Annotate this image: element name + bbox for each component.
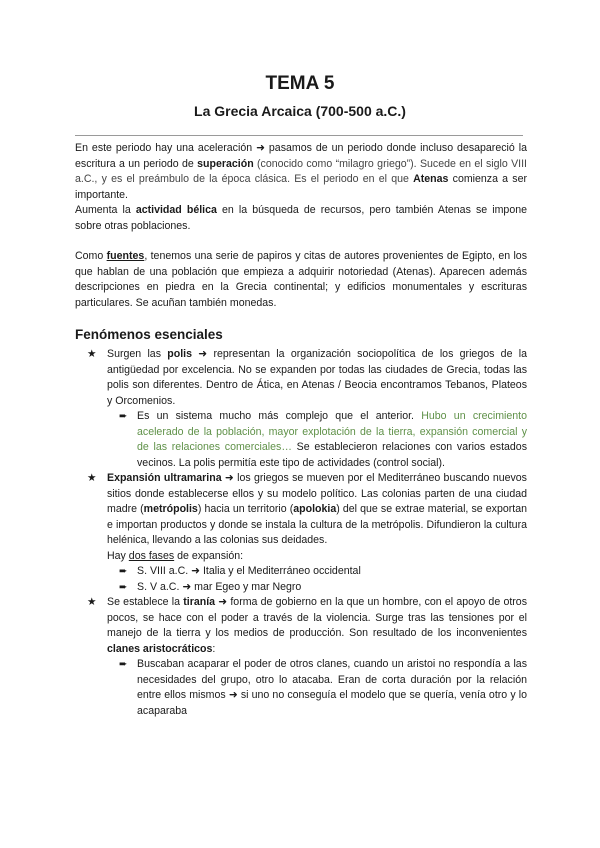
- pointing-hand-icon: ➨: [119, 411, 128, 422]
- section-heading: Fenómenos esenciales: [75, 327, 223, 342]
- list-item-polis: ★ Surgen las polis ➜ representan la organización sociopolítica de los griegos de la antigüedad por excelencia. No se expanden por todas las ciudades de Grecia, todas las polis son diferentes. Dentro de Ática, en Atenas / Beocia encontramos Tebanos, Plateos y Orcomenios.: [87, 348, 527, 407]
- intro-paragraph-1: En este periodo hay una aceleración ➜ pasamos de un periodo donde incluso desapareció la escritura a un periodo de superación (conocido como “milagro griego”). Sucede en el siglo VIII a.C., y es el preámbulo de la época clásica. Es el periodo en el que Atenas comienza a ser importante.: [75, 142, 527, 201]
- pointing-hand-icon: ➨: [119, 581, 128, 593]
- sub-item-tirania: ➨ Buscaban acaparar el poder de otros clanes, cuando un aristoi no respondía a las necesidades del grupo, otro lo atacaba. Eran de corta duración por la relación entre ellos mismos ➜ si uno no conseguía el modelo que se quería, venía otro y lo acaparaba: [119, 658, 527, 717]
- sub-item-phase-1: ➨ S. VIII a.C. ➜ Italia y el Mediterráneo occidental: [75, 564, 527, 580]
- list-item-expansion: ★ Expansión ultramarina ➜ los griegos se mueven por el Mediterráneo buscando nuevos sitios donde establecerse ellos y su modelo político. Las colonias parten de una ciudad madre (metrópolis) hacia un territorio (apolokia) del que se extrae material, se exportan e importan productos y donde se instala la cultura de la metrópolis. Difundieron la cultura helénica, llevando a las colonias sus deidades.: [87, 472, 527, 546]
- star-bullet-icon: ★: [87, 472, 97, 484]
- intro-paragraph-2: Aumenta la actividad bélica en la búsqueda de recursos, pero también Atenas se impone sobre otras poblaciones.: [75, 204, 527, 232]
- highlighted-text: Hubo un crecimiento acelerado de la población, mayor explotación de la tierra, expansión comercial y de las relaciones comerciales…: [137, 410, 527, 453]
- star-bullet-icon: ★: [87, 596, 97, 608]
- title-divider: [75, 135, 523, 136]
- list-item-tirania: ★ Se establece la tiranía ➜ forma de gobierno en la que un hombre, con el apoyo de otros pocos, se hace con el poder a través de la violencia. Surge tras las tensiones por el manejo de la tierra y los medios de producción. Son resultado de los inconvenientes clanes aristocráticos:: [87, 596, 527, 655]
- intro-paragraph-3: Como fuentes, tenemos una serie de papiros y citas de autores provenientes de Egipto, en los que hablan de una población que empieza a adquirir notoriedad (Atenas). Aparecen además descripciones en piedra en la Grecia continental; y edificios monumentales y escrituras particulares. Se acuñan también monedas.: [75, 250, 527, 309]
- document-body: [75, 141, 527, 719]
- pointing-hand-icon: ➨: [119, 659, 128, 670]
- page-title: TEMA 5: [265, 73, 335, 94]
- star-bullet-icon: ★: [87, 348, 97, 360]
- page-subtitle: La Grecia Arcaica (700-500 a.C.): [194, 103, 406, 119]
- sub-item-phase-2: ➨ S. V a.C. ➜ mar Egeo y mar Negro: [75, 580, 527, 596]
- pointing-hand-icon: ➨: [119, 566, 128, 577]
- sub-item-polis: ➨ Es un sistema mucho más complejo que el anterior. Hubo un crecimiento acelerado de la población, mayor explotación de la tierra, expansión comercial y de las relaciones comerciales… Se establecieron relaciones con varios estados vecinos. La polis permitía este tipo de actividades (control social).: [119, 410, 527, 469]
- phases-intro: Hay dos fases de expansión:: [107, 549, 244, 562]
